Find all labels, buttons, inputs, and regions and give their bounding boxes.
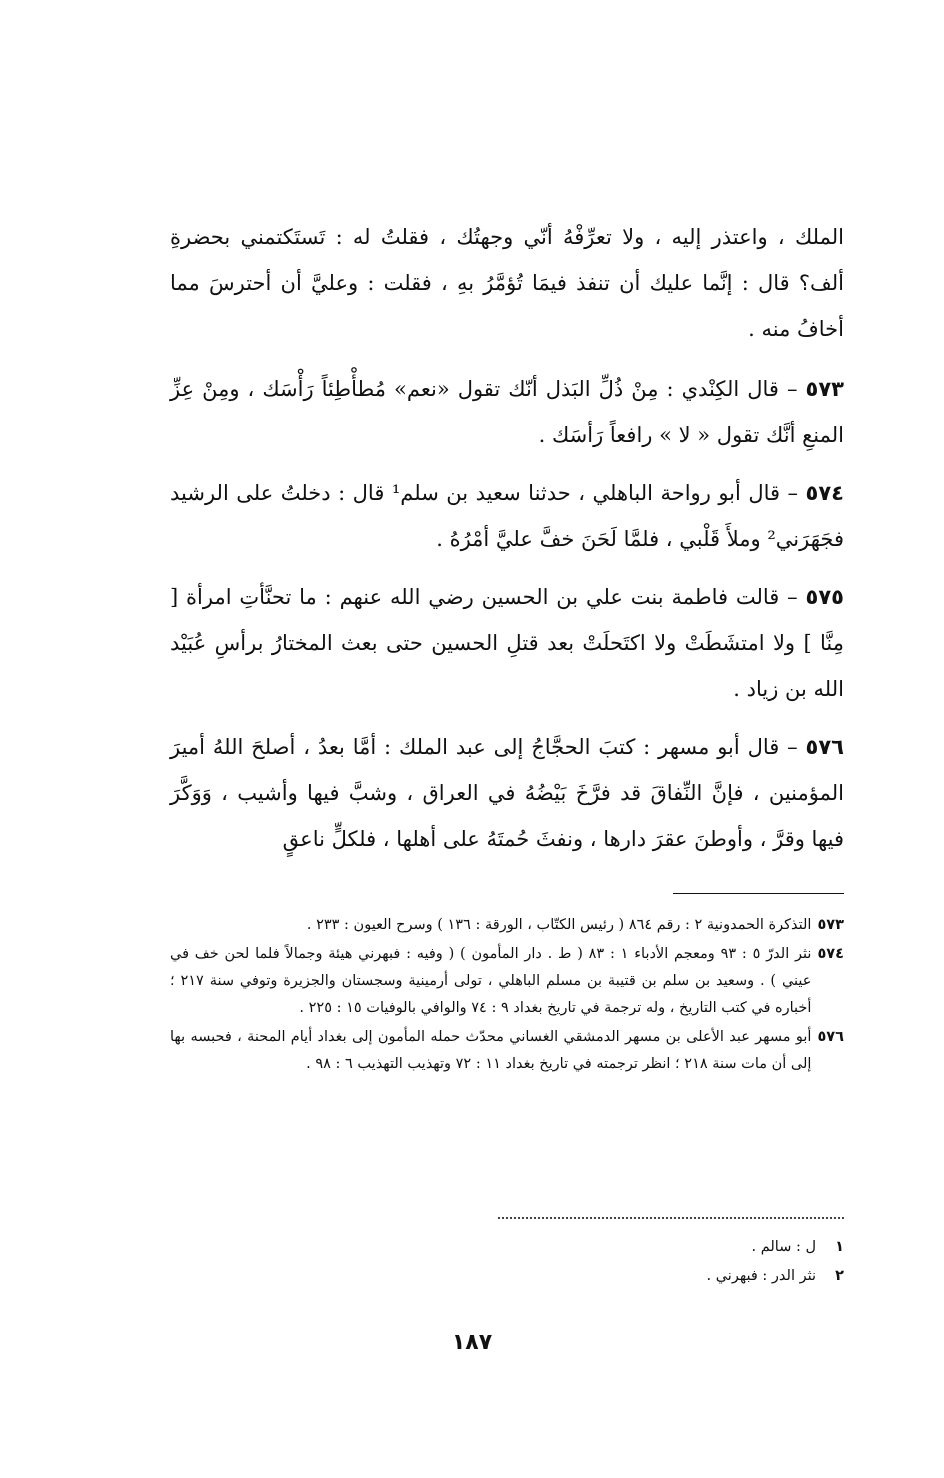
- footnote-key: ١: [835, 1239, 844, 1255]
- entry-dash: –: [780, 481, 799, 505]
- paragraph-text: الملك ، واعتذر إليه ، ولا تعرِّفْهُ أنّي وجهتُك ، فقلتُ له : تَستَكتمني بحضرةِ ألف؟ قال : إنَّما عليك أن تنفذ فيمَا تُؤمَّرُ بهِ ، فقلت : وعليَّ أن أحترسَ مما أخافُ منه .: [170, 225, 844, 341]
- paragraph-text: قال أبو مسهر : كتبَ الحجَّاجُ إلى عبد الملك : أمَّا بعدُ ، أصلحَ اللهُ أميرَ المؤمنين ، فإنَّ النِّفاقَ قد فرَّخَ بَيْضُهُ في العراق ، وشبَّ فيها وأشيب ، وَوَكَّرَ فيها وقرَّ ، وأوطنَ عقرَ دارها ، ونفثَ حُمتَهُ على أهلها ، فلكلٍّ ناعقٍ: [170, 735, 844, 851]
- paragraph-text: قال الكِنْدي : مِنْ ذُلِّ البَذل أنّك تقول «نعم» مُطأْطِئاً رَأْسَك ، ومِنْ عِزِّ المنعِ أنَّك تقول « لا » رافعاً رَأسَك .: [170, 377, 844, 447]
- paragraph-text: قال أبو رواحة الباهلي ، حدثنا سعيد بن سلم¹ قال : دخلتُ على الرشيد فجَهَرَني² وملأَ قَلْبي ، فلمَّا لَحَنَ خفَّ عليَّ أمْرُهُ .: [170, 481, 844, 551]
- note-number: ٥٧٤: [817, 946, 844, 962]
- footnotes-divider: [498, 1217, 844, 1219]
- footnote-text: نثر الدر : فبهرني .: [706, 1268, 816, 1284]
- footnote-text: ل : سالم .: [751, 1239, 816, 1255]
- paragraph-575: [170, 574, 844, 712]
- entry-dash: –: [779, 585, 798, 609]
- note-number: ٥٧٦: [817, 1029, 844, 1045]
- footnote: [500, 1262, 844, 1291]
- source-note: [170, 941, 844, 1022]
- page-number: ١٨٧: [451, 1330, 493, 1355]
- entry-number: ٥٧٥: [805, 585, 844, 609]
- note-text: نثر الدرّ ٥ : ٩٣ ومعجم الأدباء ١ : ٨٣ ( ط . دار المأمون ) ( وفيه : فبهرني هيئة وجمالاً فلما لحن خف في عيني ) . وسعيد بن سلم بن قتيبة بن مسلم الباهلي ، تولى أرمينية وسجستان والجزيرة وتوفي سنة ٢١٧ ؛ أخباره في كتب التاريخ ، وله ترجمة في تاريخ بغداد ٩ : ٧٤ والوافي بالوفيات ١٥ : ٢٢٥ .: [170, 946, 812, 1016]
- footnote: [500, 1233, 844, 1262]
- entry-number: ٥٧٤: [805, 481, 844, 505]
- note-text: التذكرة الحمدونية ٢ : رقم ٨٦٤ ( رئيس الكتّاب ، الورقة : ١٣٦ ) وسرح العيون : ٢٣٣ .: [306, 917, 812, 933]
- entry-dash: –: [779, 735, 798, 759]
- footnotes: [500, 1233, 844, 1291]
- paragraph-573: [170, 366, 844, 458]
- entry-number: ٥٧٦: [805, 735, 844, 759]
- paragraph-574: [170, 470, 844, 562]
- paragraph-text: قالت فاطمة بنت علي بن الحسين رضي الله عنهم : ما تحنَّأتِ امرأة [ مِنَّا ] ولا امتشَطَتْ ولا اكتَحلَتْ بعد قتلِ الحسين حتى بعث المختارُ برأسِ عُبَيْد الله بن زياد .: [170, 585, 844, 701]
- entry-number: ٥٧٣: [805, 377, 844, 401]
- notes-divider: [673, 893, 844, 894]
- source-notes: [170, 912, 844, 1080]
- footnote-key: ٢: [835, 1268, 844, 1284]
- source-note: [170, 1024, 844, 1078]
- note-number: ٥٧٣: [817, 917, 844, 933]
- note-text: أبو مسهر عبد الأعلى بن مسهر الدمشقي الغساني محدّث حمله المأمون إلى بغداد أيام المحنة ، فحبسه بها إلى أن مات سنة ٢١٨ ؛ انظر ترجمته في تاريخ بغداد ١١ : ٧٢ وتهذيب التهذيب ٦ : ٩٨ .: [170, 1029, 812, 1072]
- paragraph-576: [170, 724, 844, 862]
- main-text: [170, 214, 844, 874]
- entry-dash: –: [778, 377, 798, 401]
- source-note: [170, 912, 844, 939]
- paragraph-continuation: [170, 214, 844, 352]
